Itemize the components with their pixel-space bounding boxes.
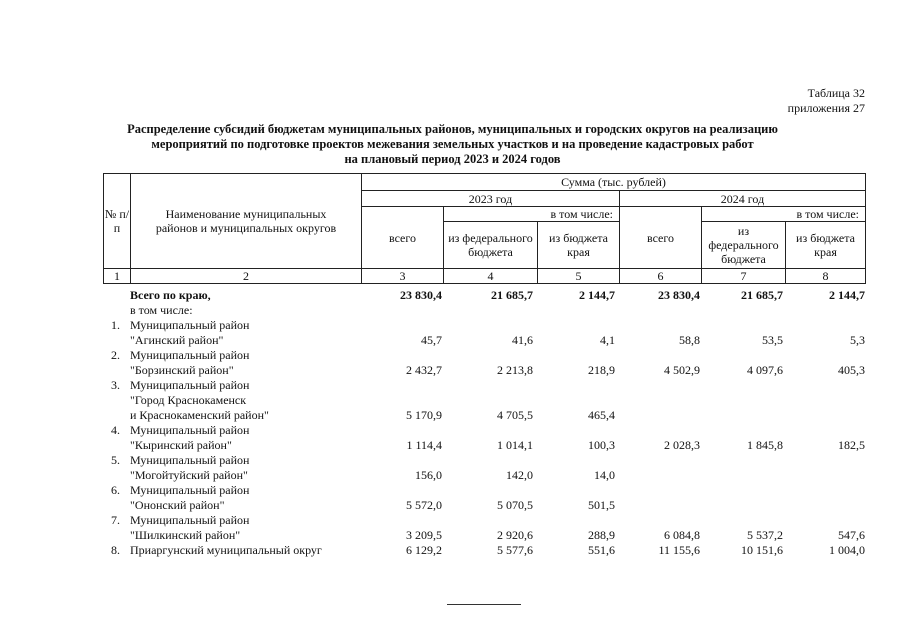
cell-value: 4 705,5 bbox=[497, 408, 533, 422]
cell-value: 2 432,7 bbox=[406, 363, 442, 377]
header-incl-2023: в том числе: bbox=[444, 207, 620, 222]
table-row-continuation bbox=[0, 363, 905, 378]
table-row-continuation bbox=[0, 393, 905, 408]
column-number: 1 bbox=[104, 269, 131, 284]
table-row bbox=[0, 483, 905, 498]
table-row-continuation bbox=[0, 468, 905, 483]
cell-value: 142,0 bbox=[506, 468, 533, 482]
cell-value: 23 830,4 bbox=[400, 288, 442, 302]
appendix-reference: приложения 27 bbox=[787, 101, 865, 115]
cell-value: 5 577,6 bbox=[497, 543, 533, 557]
cell-value: 501,5 bbox=[588, 498, 615, 512]
cell-value: 21 685,7 bbox=[491, 288, 533, 302]
cell-value: 10 151,6 bbox=[741, 543, 783, 557]
row-name: и Краснокаменский район" bbox=[130, 408, 269, 422]
cell-value: 41,6 bbox=[512, 333, 533, 347]
cell-value: 4 097,6 bbox=[747, 363, 783, 377]
total-row bbox=[0, 288, 905, 303]
row-index: 5. bbox=[111, 453, 120, 467]
column-number: 7 bbox=[702, 269, 786, 284]
cell-value: 5 170,9 bbox=[406, 408, 442, 422]
row-index: 4. bbox=[111, 423, 120, 437]
table-header bbox=[103, 173, 866, 284]
table-row bbox=[0, 453, 905, 468]
footer-rule bbox=[447, 604, 521, 605]
column-number: 6 bbox=[620, 269, 702, 284]
cell-value: 4,1 bbox=[600, 333, 615, 347]
cell-value: 1 004,0 bbox=[829, 543, 865, 557]
incl-row bbox=[0, 303, 905, 318]
table-row-continuation bbox=[0, 408, 905, 423]
cell-value: 551,6 bbox=[588, 543, 615, 557]
column-number: 4 bbox=[444, 269, 538, 284]
cell-value: 1 014,1 bbox=[497, 438, 533, 452]
row-index: 2. bbox=[111, 348, 120, 362]
cell-value: 45,7 bbox=[421, 333, 442, 347]
row-index: 7. bbox=[111, 513, 120, 527]
header-regional-2023: из бюджета края bbox=[538, 222, 620, 269]
cell-value: 288,9 bbox=[588, 528, 615, 542]
header-total-2023: всего bbox=[362, 207, 444, 269]
header-federal-2023: из федерального бюджета bbox=[444, 222, 538, 269]
header-year-2023: 2023 год bbox=[362, 191, 620, 207]
title-line: Распределение субсидий бюджетам муниципальных районов, муниципальных и городских округов на реализацию bbox=[127, 122, 778, 136]
column-number-row bbox=[104, 269, 866, 284]
row-index: 3. bbox=[111, 378, 120, 392]
row-index: 6. bbox=[111, 483, 120, 497]
column-number: 3 bbox=[362, 269, 444, 284]
row-name: Муниципальный район bbox=[130, 378, 250, 392]
row-name: "Ононский район" bbox=[130, 498, 225, 512]
row-name: "Борзинский район" bbox=[130, 363, 234, 377]
row-name: в том числе: bbox=[130, 303, 193, 317]
row-name: Муниципальный район bbox=[130, 483, 250, 497]
column-number: 2 bbox=[131, 269, 362, 284]
table-row-continuation bbox=[0, 438, 905, 453]
cell-value: 5 070,5 bbox=[497, 498, 533, 512]
header-total-2024: всего bbox=[620, 207, 702, 269]
row-name: Муниципальный район bbox=[130, 348, 250, 362]
cell-value: 156,0 bbox=[415, 468, 442, 482]
column-number: 8 bbox=[786, 269, 866, 284]
table-row-continuation bbox=[0, 333, 905, 348]
cell-value: 6 129,2 bbox=[406, 543, 442, 557]
header-name: Наименование муниципальных районов и муниципальных округов bbox=[131, 174, 362, 269]
row-name: "Шилкинский район" bbox=[130, 528, 241, 542]
cell-value: 6 084,8 bbox=[664, 528, 700, 542]
cell-value: 2 920,6 bbox=[497, 528, 533, 542]
cell-value: 182,5 bbox=[838, 438, 865, 452]
cell-value: 4 502,9 bbox=[664, 363, 700, 377]
cell-value: 21 685,7 bbox=[741, 288, 783, 302]
header-year-2024: 2024 год bbox=[620, 191, 866, 207]
title-line: на плановый период 2023 и 2024 годов bbox=[344, 152, 561, 166]
table-row bbox=[0, 423, 905, 438]
row-name: "Кыринский район" bbox=[130, 438, 232, 452]
table-row-continuation bbox=[0, 498, 905, 513]
table-row-continuation bbox=[0, 528, 905, 543]
row-name: "Город Краснокаменск bbox=[130, 393, 247, 407]
row-name: "Агинский район" bbox=[130, 333, 224, 347]
row-index: 1. bbox=[111, 318, 120, 332]
row-name: Муниципальный район bbox=[130, 513, 250, 527]
cell-value: 1 845,8 bbox=[747, 438, 783, 452]
row-name: Всего по краю, bbox=[130, 288, 211, 302]
cell-value: 218,9 bbox=[588, 363, 615, 377]
cell-value: 405,3 bbox=[838, 363, 865, 377]
table-body bbox=[0, 288, 905, 558]
cell-value: 23 830,4 bbox=[658, 288, 700, 302]
table-row bbox=[0, 513, 905, 528]
row-name: Приаргунский муниципальный округ bbox=[130, 543, 322, 557]
cell-value: 5 537,2 bbox=[747, 528, 783, 542]
cell-value: 3 209,5 bbox=[406, 528, 442, 542]
cell-value: 58,8 bbox=[679, 333, 700, 347]
header-num: № п/п bbox=[104, 174, 131, 269]
cell-value: 2 144,7 bbox=[829, 288, 865, 302]
row-index: 8. bbox=[111, 543, 120, 557]
cell-value: 2 144,7 bbox=[579, 288, 615, 302]
column-number: 5 bbox=[538, 269, 620, 284]
table-row bbox=[0, 318, 905, 333]
cell-value: 11 155,6 bbox=[658, 543, 700, 557]
row-name: Муниципальный район bbox=[130, 453, 250, 467]
row-name: Муниципальный район bbox=[130, 423, 250, 437]
row-name: Муниципальный район bbox=[130, 318, 250, 332]
cell-value: 1 114,4 bbox=[406, 438, 442, 452]
header-federal-2024: из федерального бюджета bbox=[702, 222, 786, 269]
row-name: "Могойтуйский район" bbox=[130, 468, 248, 482]
cell-value: 547,6 bbox=[838, 528, 865, 542]
table-row bbox=[0, 378, 905, 393]
header-incl-2024: в том числе: bbox=[702, 207, 866, 222]
cell-value: 5 572,0 bbox=[406, 498, 442, 512]
table-row bbox=[0, 543, 905, 558]
cell-value: 53,5 bbox=[762, 333, 783, 347]
cell-value: 5,3 bbox=[850, 333, 865, 347]
cell-value: 2 028,3 bbox=[664, 438, 700, 452]
cell-value: 2 213,8 bbox=[497, 363, 533, 377]
header-regional-2024: из бюджета края bbox=[786, 222, 866, 269]
table-number: Таблица 32 bbox=[807, 86, 865, 100]
table-row bbox=[0, 348, 905, 363]
cell-value: 100,3 bbox=[588, 438, 615, 452]
title-line: мероприятий по подготовке проектов межевания земельных участков и на проведение кадастровых работ bbox=[151, 137, 754, 151]
document-title bbox=[0, 122, 905, 167]
cell-value: 14,0 bbox=[594, 468, 615, 482]
header-sum: Сумма (тыс. рублей) bbox=[362, 174, 866, 191]
cell-value: 465,4 bbox=[588, 408, 615, 422]
